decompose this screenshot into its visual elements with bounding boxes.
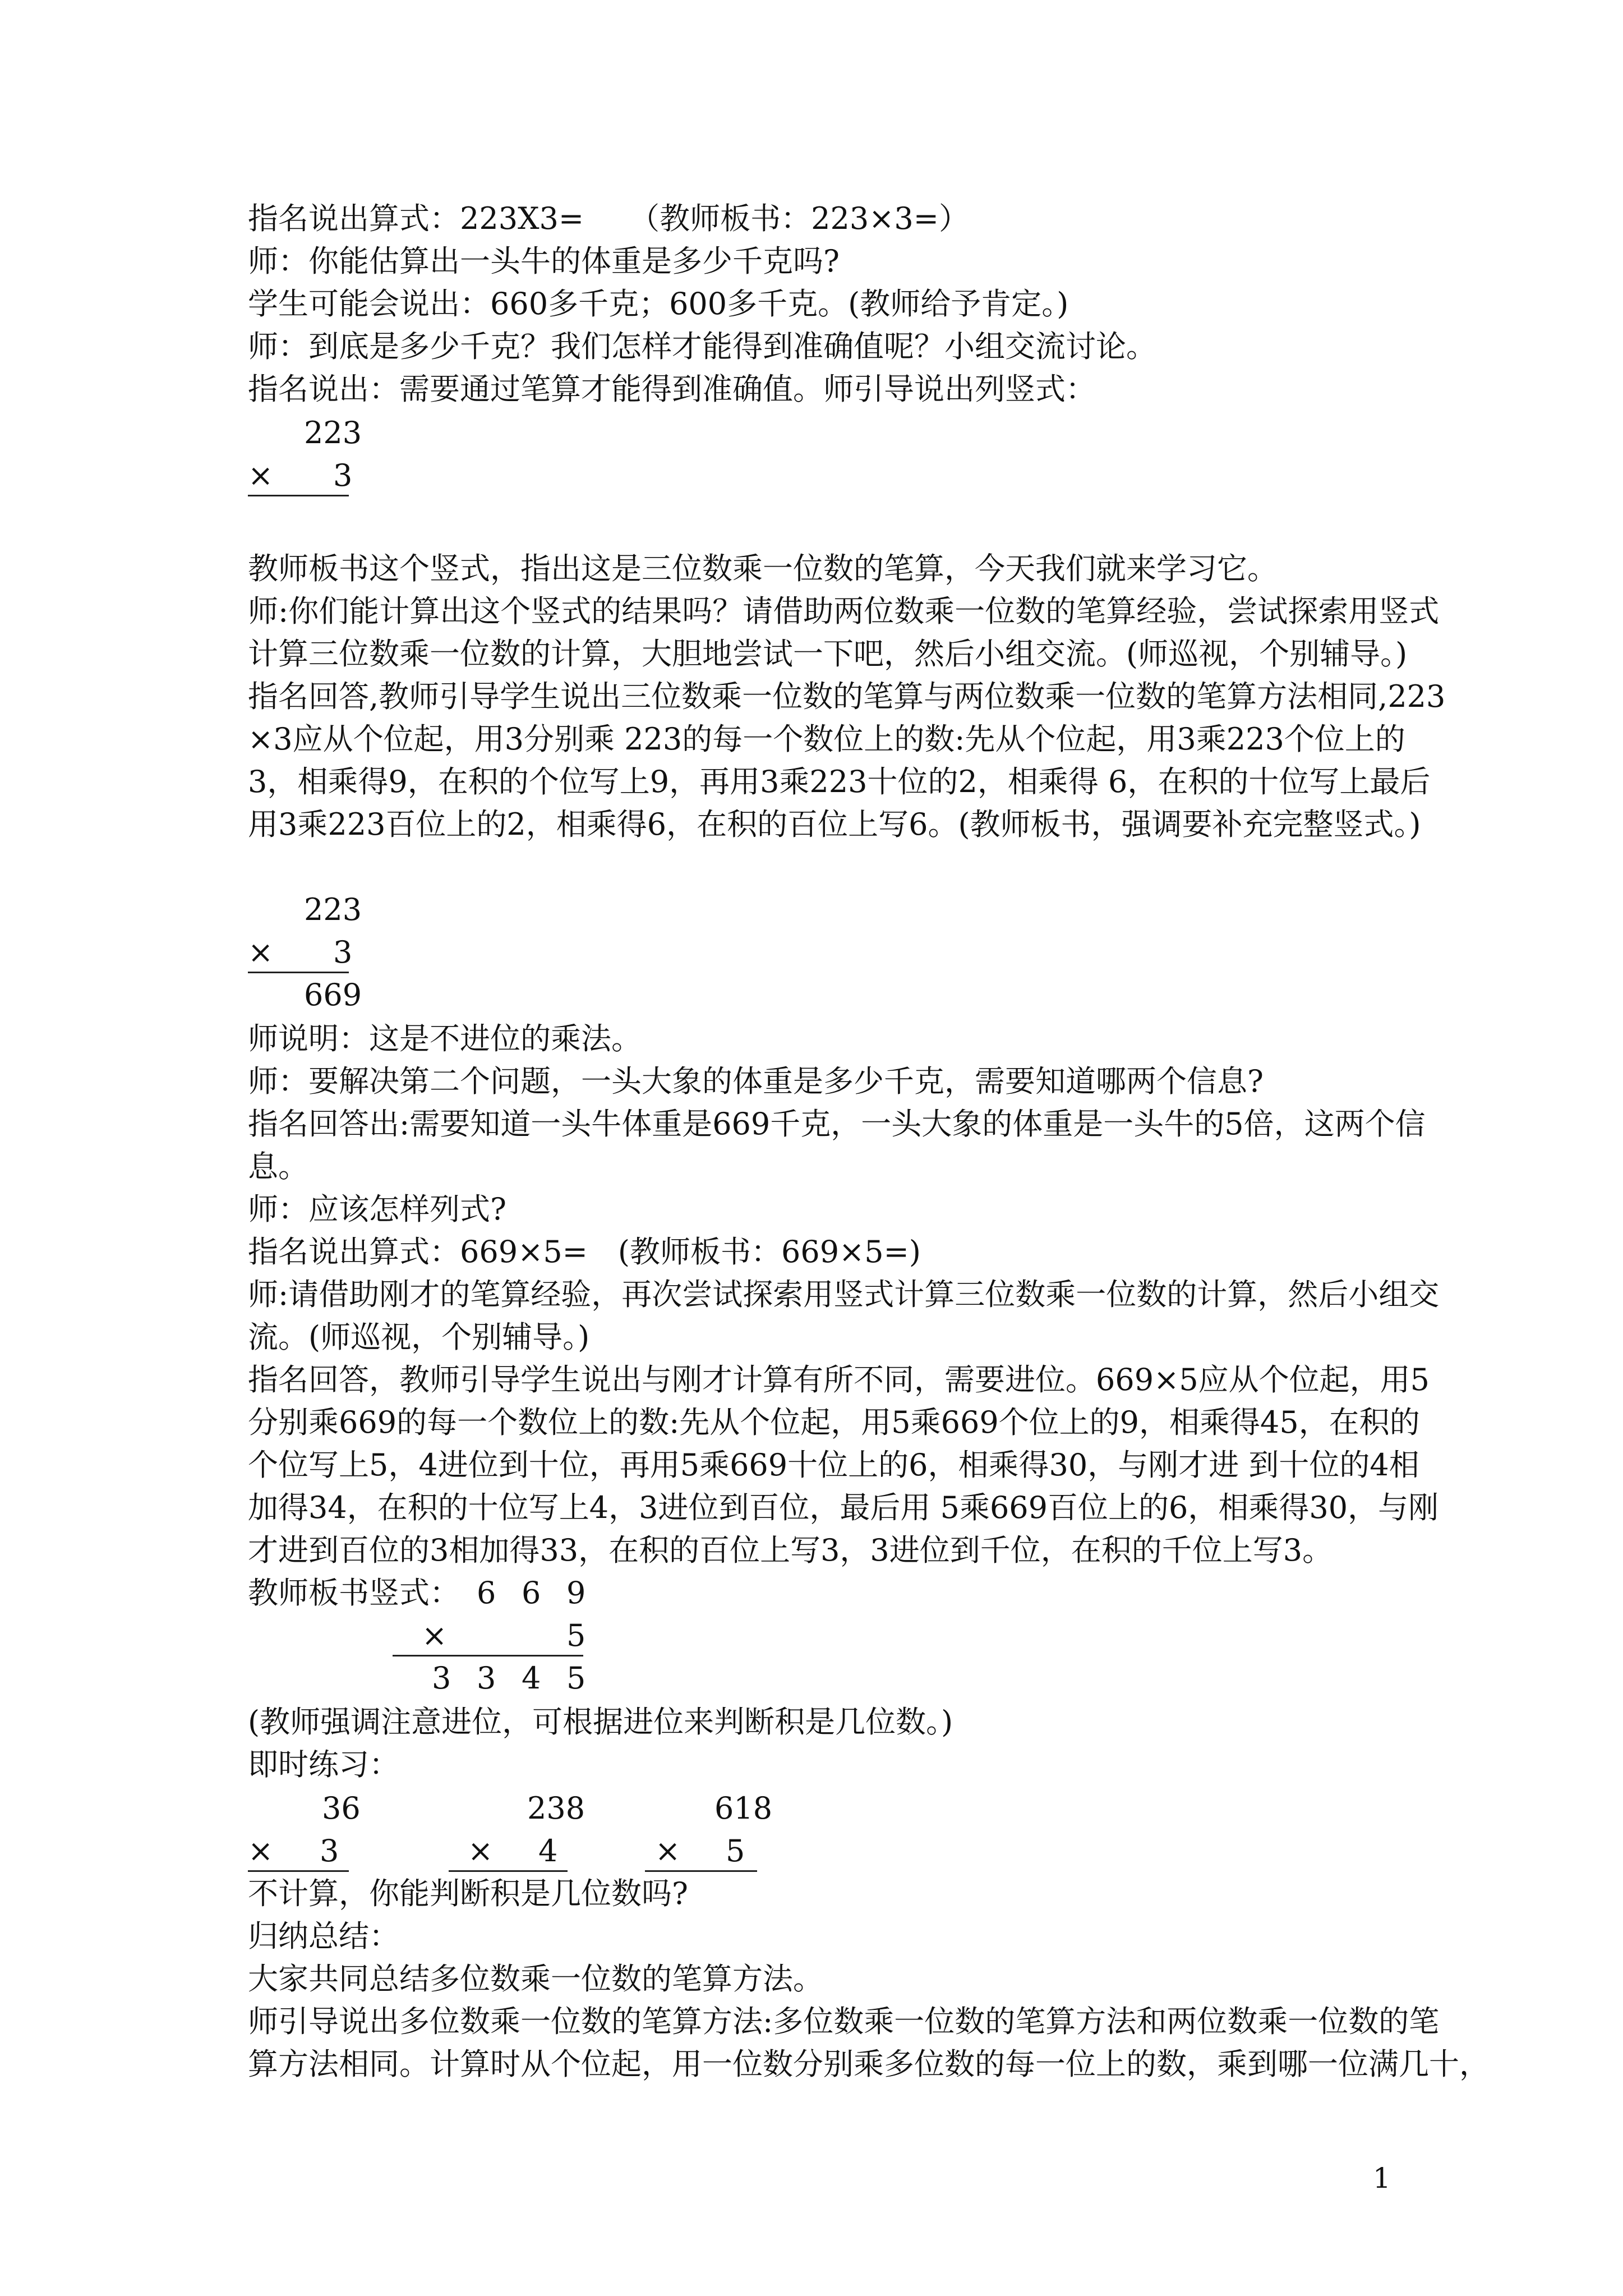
text-line: 才进到百位的3相加得33，在积的百位上写3，3进位到千位，在积的千位上写3。 bbox=[248, 1533, 1333, 1568]
text-line: 指名说出算式：223X3= （教师板书：223×3=） bbox=[248, 201, 970, 236]
text-line: 个位写上5，4进位到十位，再用5乘669十位上的6，相乘得30，与刚才进 到十位的4相 bbox=[248, 1447, 1419, 1483]
multiply-sign: × bbox=[468, 1833, 494, 1869]
calculation-rule bbox=[248, 1870, 349, 1872]
text-line: 指名说出算式：669×5= (教师板书：669×5=) bbox=[248, 1234, 921, 1269]
product: 669 bbox=[304, 977, 362, 1013]
text-line: 师：到底是多少千克？我们怎样才能得到准确值呢？小组交流讨论。 bbox=[248, 329, 1156, 364]
text-line: 师说明：这是不进位的乘法。 bbox=[248, 1021, 642, 1056]
text-line: 计算三位数乘一位数的计算，大胆地尝试一下吧，然后小组交流。(师巡视，个别辅导。) bbox=[248, 636, 1408, 671]
text-line: 师:你们能计算出这个竖式的结果吗？请借助两位数乘一位数的笔算经验，尝试探索用竖式 bbox=[248, 593, 1440, 629]
text-line: 3，相乘得9，在积的个位写上9，再用3乘223十位的2，相乘得 6，在积的十位写上最后 bbox=[248, 764, 1431, 799]
text-line: 学生可能会说出：660多千克；600多千克。(教师给予肯定。) bbox=[248, 286, 1069, 321]
multiplier: 3 bbox=[333, 458, 353, 493]
text-line: 师：要解决第二个问题，一头大象的体重是多少千克，需要知道哪两个信息? bbox=[248, 1064, 1264, 1099]
calculation-rule bbox=[645, 1870, 757, 1872]
multiplicand: 223 bbox=[304, 415, 362, 450]
text-line: 师引导说出多位数乘一位数的笔算方法:多位数乘一位数的笔算方法和两位数乘一位数的笔 bbox=[248, 2004, 1440, 2039]
digit: 5 bbox=[566, 1660, 586, 1696]
text-line: 归纳总结： bbox=[248, 1918, 399, 1954]
text-line: 指名说出：需要通过笔算才能得到准确值。师引导说出列竖式： bbox=[248, 371, 1096, 407]
multiplicand: 36 bbox=[322, 1791, 361, 1826]
text-line: 用3乘223百位上的2，相乘得6，在积的百位上写6。(教师板书，强调要补充完整竖式。) bbox=[248, 807, 1421, 842]
text-line: 不计算，你能判断积是几位数吗? bbox=[248, 1876, 688, 1911]
digit: 3 bbox=[477, 1660, 496, 1696]
text-line: 指名回答,教师引导学生说出三位数乘一位数的笔算与两位数乘一位数的笔算方法相同,223 bbox=[248, 679, 1446, 714]
multiplier: 3 bbox=[320, 1833, 339, 1869]
multiply-sign: × bbox=[248, 458, 274, 493]
calculation-rule bbox=[393, 1655, 583, 1657]
text-line: 大家共同总结多位数乘一位数的笔算方法。 bbox=[248, 1961, 823, 1996]
page-number: 1 bbox=[1373, 2162, 1391, 2194]
digit: 6 bbox=[522, 1575, 541, 1611]
multiply-sign: × bbox=[655, 1833, 681, 1869]
multiplicand: 618 bbox=[714, 1791, 773, 1826]
calculation-rule bbox=[248, 495, 349, 496]
text-line: 息。 bbox=[248, 1149, 308, 1184]
digit: 9 bbox=[566, 1575, 586, 1611]
text-line: 指名回答，教师引导学生说出与刚才计算有所不同，需要进位。669×5应从个位起，用5 bbox=[248, 1362, 1430, 1397]
text-line: 即时练习： bbox=[248, 1747, 399, 1782]
multiplier: 5 bbox=[566, 1618, 586, 1653]
text-line: 教师板书竖式： bbox=[248, 1575, 460, 1611]
text-line: 教师板书这个竖式，指出这是三位数乘一位数的笔算，今天我们就来学习它。 bbox=[248, 551, 1278, 586]
text-line: 分别乘669的每一个数位上的数:先从个位起，用5乘669个位上的9，相乘得45，在积的 bbox=[248, 1405, 1420, 1440]
multiply-sign: × bbox=[422, 1618, 448, 1653]
text-line: 师:请借助刚才的笔算经验，再次尝试探索用竖式计算三位数乘一位数的计算，然后小组交 bbox=[248, 1277, 1440, 1312]
multiplier: 5 bbox=[726, 1833, 745, 1869]
text-line: 师：你能估算出一头牛的体重是多少千克吗? bbox=[248, 243, 840, 279]
multiplier: 3 bbox=[333, 935, 353, 970]
text-line: 加得34，在积的十位写上4，3进位到百位，最后用 5乘669百位上的6，相乘得30，与刚 bbox=[248, 1490, 1439, 1525]
calculation-rule bbox=[248, 972, 349, 973]
digit: 4 bbox=[522, 1660, 541, 1696]
multiply-sign: × bbox=[248, 1833, 274, 1869]
text-line: 算方法相同。计算时从个位起，用一位数分别乘多位数的每一位上的数，乘到哪一位满几十， bbox=[248, 2046, 1490, 2082]
text-line: ×3应从个位起，用3分别乘 223的每一个数位上的数:先从个位起，用3乘223个位上的 bbox=[248, 721, 1405, 757]
digit: 6 bbox=[477, 1575, 496, 1611]
multiplicand: 223 bbox=[304, 892, 362, 927]
multiplicand: 238 bbox=[527, 1791, 585, 1826]
calculation-rule bbox=[449, 1870, 568, 1872]
multiplier: 4 bbox=[538, 1833, 558, 1869]
text-line: 师：应该怎样列式? bbox=[248, 1191, 506, 1227]
text-line: 流。(师巡视，个别辅导。) bbox=[248, 1319, 590, 1355]
text-line: 指名回答出:需要知道一头牛体重是669千克，一头大象的体重是一头牛的5倍，这两个信 bbox=[248, 1106, 1426, 1142]
digit: 3 bbox=[432, 1660, 451, 1696]
multiply-sign: × bbox=[248, 935, 274, 970]
text-line: (教师强调注意进位，可根据进位来判断积是几位数。) bbox=[248, 1704, 953, 1740]
